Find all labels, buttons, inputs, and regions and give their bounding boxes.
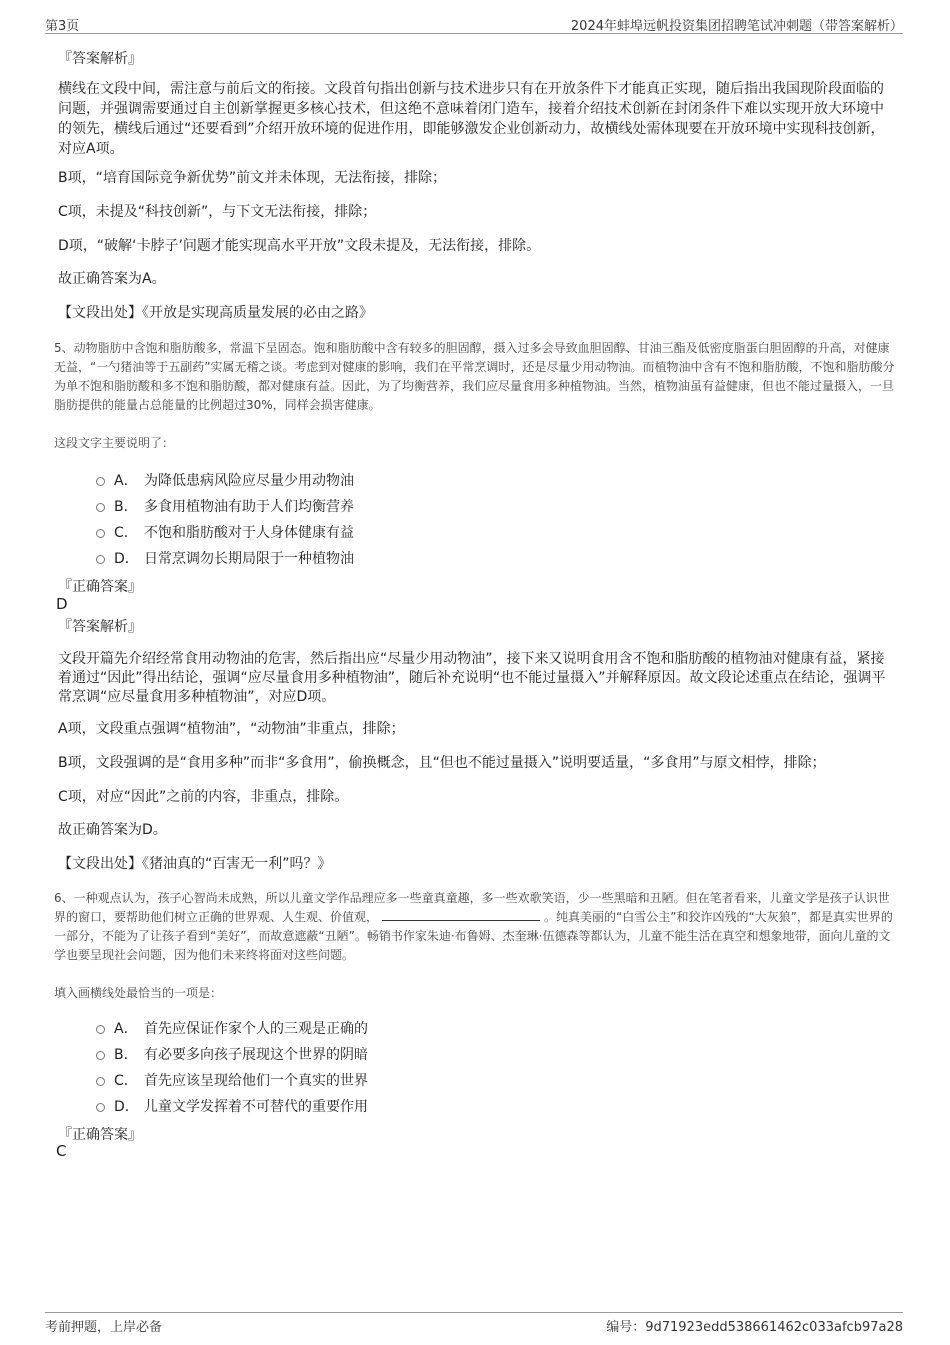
page-number: 第3页 [45, 19, 80, 34]
q4-option-d-analysis: D项，“破解‘卡脖子’问题才能实现高水平开放”文段未提及，无法衔接，排除。 [58, 238, 541, 254]
q6-prompt: 填入画横线处最恰当的一项是： [54, 986, 223, 1000]
page-header [45, 13, 903, 34]
q4-conclusion: 故正确答案为A。 [58, 271, 166, 287]
radio-icon[interactable] [96, 555, 105, 564]
radio-icon[interactable] [96, 529, 105, 538]
fill-blank [382, 908, 540, 921]
q6-option-a[interactable]: A． 首先应保证作家个人的三观是正确的 [96, 1018, 368, 1038]
q4-option-b-analysis: B项，“培育国际竞争新优势”前文并未体现，无法衔接，排除； [58, 170, 447, 186]
q6-answer: C [56, 1142, 67, 1160]
q6-answer-label: 『正确答案』 [58, 1127, 142, 1143]
q5-option-d[interactable]: D． 日常烹调勿长期局限于一种植物油 [96, 548, 354, 568]
radio-icon[interactable] [96, 1025, 105, 1034]
radio-icon[interactable] [96, 477, 105, 486]
radio-icon[interactable] [96, 503, 105, 512]
q5-prompt: 这段文字主要说明了： [54, 436, 175, 450]
q5-option-a-analysis: A项，文段重点强调“植物油”，“动物油”非重点，排除； [58, 721, 405, 737]
q5-answer-label: 『正确答案』 [58, 579, 142, 595]
q5-analysis-text: 文段开篇先介绍经常食用动物油的危害，然后指出应“尽量少用动物油”，接下来又说明食用含不饱和脂肪酸的植物油对健康有益，紧接着通过“因此”得出结论，强调“应尽量食用多种植物油”，随后补充说明“也不能过量摄入”并解释原因。故文段论述重点在结论，强调平常烹调“应尽量食用多种植物油”，对应D项。 [58, 651, 886, 705]
q5-option-c[interactable]: C． 不饱和脂肪酸对于人身体健康有益 [96, 522, 354, 542]
q4-source: 【文段出处】《开放是实现高质量发展的必由之路》 [58, 305, 373, 321]
radio-icon[interactable] [96, 1051, 105, 1060]
q4-analysis-text: 横线在文段中间，需注意与前后文的衔接。文段首句指出创新与技术进步只有在开放条件下才能真正实现，随后指出我国现阶段面临的问题，并强调需要通过自主创新掌握更多核心技术，但这绝不意味着闭门造车，接着介绍技术创新在封闭条件下难以实现开放大环境中的领先，横线后通过“还要看到”介绍开放环境的促进作用，即能够激发企业创新动力，故横线处需体现要在开放环境中实现科技创新，对应A项。 [58, 81, 885, 157]
q5-option-a[interactable]: A． 为降低患病风险应尽量少用动物油 [96, 470, 354, 490]
page-footer [45, 1312, 903, 1335]
q6-option-d[interactable]: D． 儿童文学发挥着不可替代的重要作用 [96, 1096, 368, 1116]
document-title: 2024年蚌埠远帆投资集团招聘笔试冲刺题（带答案解析） [570, 19, 903, 34]
q5-question-text: 5、动物脂肪中含饱和脂肪酸多，常温下呈固态。饱和脂肪酸中含有较多的胆固醇，摄入过多会导致血胆固醇、甘油三酯及低密度脂蛋白胆固醇的升高，对健康无益，“一勺猪油等于五副药”实属无稽之谈。考虑到对健康的影响，我们在平常烹调时，还是尽量少用动物油。而植物油中含有不饱和脂肪酸，不饱和脂肪酸分为单不饱和脂肪酸和多不饱和脂肪酸，都对健康有益。因此，为了均衡营养，我们应尽量食用多种植物油。当然，植物油虽有益健康，但也不能过量摄入，一旦脂肪提供的能量占总能量的比例超过30%，同样会损害健康。 [54, 341, 895, 412]
q5-option-c-analysis: C项，对应“因此”之前的内容，非重点，排除。 [58, 789, 349, 805]
radio-icon[interactable] [96, 1077, 105, 1086]
q5-option-b[interactable]: B． 多食用植物油有助于人们均衡营养 [96, 496, 354, 516]
q5-analysis-label: 『答案解析』 [58, 619, 142, 635]
q5-source: 【文段出处】《猪油真的“百害无一利”吗？》 [58, 856, 332, 872]
q4-analysis-label: 『答案解析』 [58, 51, 142, 67]
radio-icon[interactable] [96, 1103, 105, 1112]
footer-slogan: 考前押题，上岸必备 [45, 1320, 163, 1335]
q6-question-text: 6、一种观点认为，孩子心智尚未成熟，所以儿童文学作品理应多一些童真童趣，多一些欢歌笑语，少一些黑暗和丑陋。但在笔者看来，儿童文学是孩子认识世界的窗口，要帮助他们树立正确的世界观、人生观、价值观， 。纯真美丽的“白雪公主”和狡诈凶残的“大灰狼”，都是真实世界的一部分，不能为了让孩子看到“美好”，而故意遮蔽“丑陋”。畅销书作家朱迪·布鲁姆、杰奎琳·伍德森等都认为，儿童不能生活在真空和想象地带，面向儿童的文学也要呈现社会问题，因为他们未来终将面对这些问题。 [54, 891, 893, 962]
q5-conclusion: 故正确答案为D。 [58, 822, 167, 838]
q6-option-b[interactable]: B． 有必要多向孩子展现这个世界的阴暗 [96, 1044, 368, 1064]
q5-answer: D [56, 595, 68, 613]
document-id: 编号：9d71923edd538661462c033afcb97a28 [606, 1320, 903, 1335]
q6-option-c[interactable]: C． 首先应该呈现给他们一个真实的世界 [96, 1070, 368, 1090]
q4-option-c-analysis: C项，未提及“科技创新”，与下文无法衔接，排除； [58, 204, 377, 220]
q5-option-b-analysis: B项，文段强调的是“食用多种”而非“多食用”，偷换概念，且“但也不能过量摄入”说明要适量，“多食用”与原文相悖，排除； [58, 755, 826, 771]
